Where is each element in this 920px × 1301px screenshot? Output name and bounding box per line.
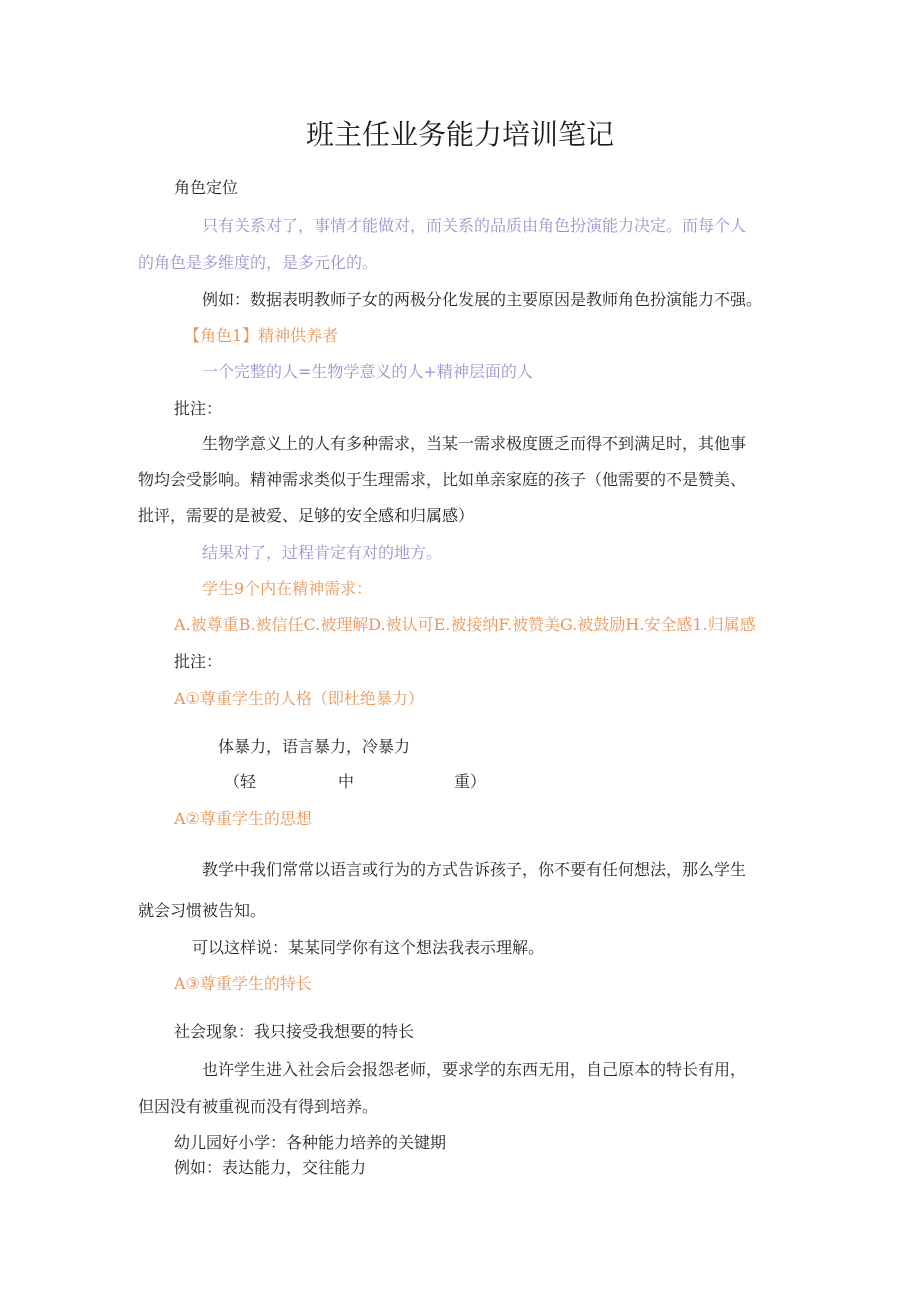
scale-heavy: 重） — [454, 772, 487, 791]
paragraph-complete-person: 一个完整的人=生物学意义的人+精神层面的人 — [202, 362, 533, 381]
paragraph-relationship-line-1: 只有关系对了，事情才能做对，而关系的品质由角色扮演能力决定。而每个人 — [202, 216, 747, 235]
heading-role-positioning: 角色定位 — [174, 178, 239, 197]
paragraph-needs-line-2: 物均会受影响。精神需求类似于生理需求，比如单亲家庭的孩子（他需要的不是赞美、 — [138, 470, 747, 489]
paragraph-needs-line-3: 批评，需要的是被爱、足够的安全感和归属感） — [138, 506, 475, 525]
paragraph-example-2: 例如：表达能力，交往能力 — [174, 1158, 367, 1177]
list-nine-needs: A.被尊重B.被信任C.被理解D.被认可E.被接纳F.被赞美G.被鼓励H.安全感1.归属感 — [174, 615, 756, 634]
paragraph-kindergarten: 幼儿园好小学：各种能力培养的关键期 — [174, 1133, 447, 1152]
document-title: 班主任业务能力培训笔记 — [305, 118, 614, 151]
heading-respect-talents: A③尊重学生的特长 — [174, 974, 312, 993]
heading-respect-thoughts: A②尊重学生的思想 — [174, 809, 312, 828]
heading-nine-needs: 学生9个内在精神需求： — [202, 579, 373, 598]
note-label-1: 批注： — [174, 399, 223, 418]
paragraph-example-1: 例如：数据表明教师子女的两极分化发展的主要原因是教师角色扮演能力不强。 — [202, 290, 763, 309]
paragraph-needs-line-1: 生物学意义上的人有多种需求，当某一需求极度匮乏而得不到满足时，其他事 — [202, 434, 747, 453]
paragraph-violence-types: 体暴力，语言暴力，冷暴力 — [218, 737, 411, 756]
paragraph-complaint-line-2: 但因没有被重视而没有得到培养。 — [138, 1097, 379, 1116]
paragraph-social-phenomenon: 社会现象：我只接受我想要的特长 — [174, 1022, 415, 1041]
paragraph-teaching-line-1: 教学中我们常常以语言或行为的方式告诉孩子，你不要有任何想法，那么学生 — [202, 860, 747, 879]
paragraph-result: 结果对了，过程肯定有对的地方。 — [202, 543, 443, 562]
paragraph-teaching-line-2: 就会习惯被告知。 — [138, 901, 267, 920]
paragraph-relationship-line-2: 的角色是多维度的，是多元化的。 — [138, 253, 379, 272]
scale-medium: 中 — [338, 772, 355, 791]
note-label-2: 批注： — [174, 652, 223, 671]
heading-respect-personality: A①尊重学生的人格（即杜绝暴力） — [174, 689, 424, 708]
paragraph-can-say: 可以这样说：某某同学你有这个想法我表示理解。 — [192, 938, 545, 957]
paragraph-complaint-line-1: 也许学生进入社会后会报怨老师，要求学的东西无用，自己原本的特长有用， — [202, 1060, 747, 1079]
scale-light: （轻 — [224, 772, 257, 791]
heading-role-1: 【角色1】精神供养者 — [184, 326, 339, 345]
